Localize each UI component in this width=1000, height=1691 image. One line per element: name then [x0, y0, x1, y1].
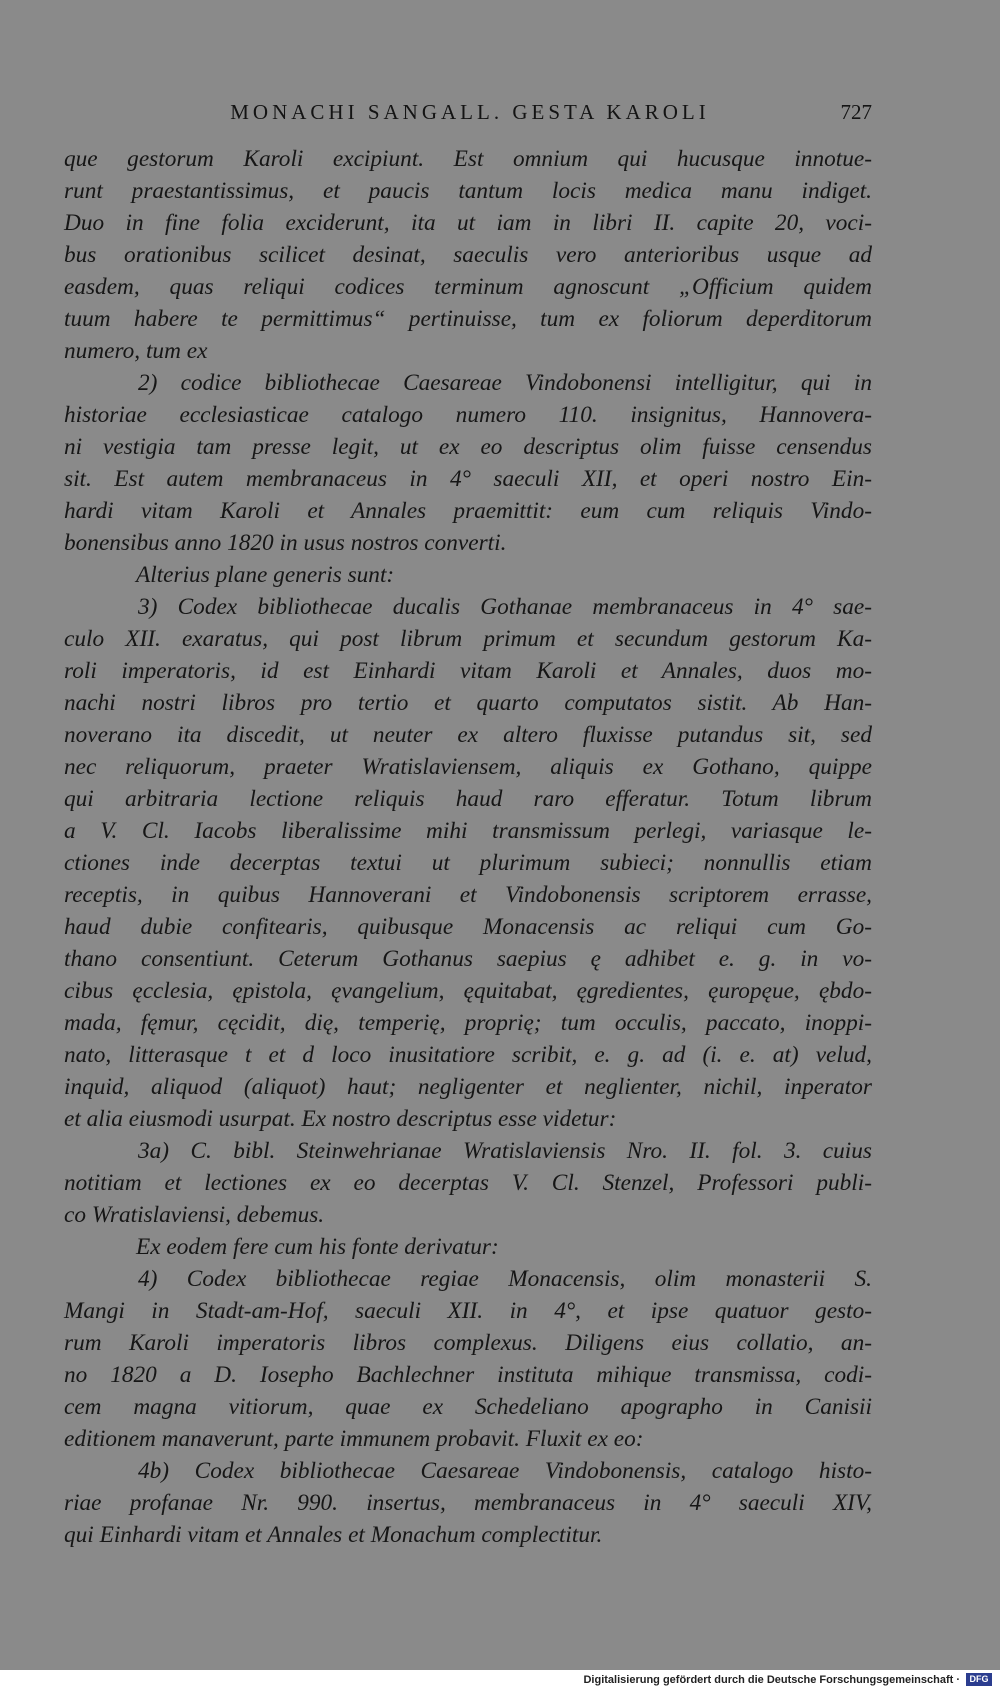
- text-line: co Wratislaviensi, debemus.: [64, 1202, 325, 1228]
- text-line: hardi vitam Karoli et Annales praemittit: eum cum reliquis Vindo-: [64, 498, 872, 524]
- text-line: ctiones inde decerptas textui ut plurimum subieci; nonnullis etiam: [64, 850, 872, 876]
- text-line: Duo in fine folia exciderunt, ita ut iam in libri II. capite 20, voci-: [64, 210, 872, 236]
- text-line: 2) codice bibliothecae Caesareae Vindobonensi intelligitur, qui in: [138, 370, 872, 396]
- text-line: 4b) Codex bibliothecae Caesareae Vindobonensis, catalogo histo-: [138, 1458, 872, 1484]
- text-line: nato, litterasque t et d loco inusitatiore scribit, e. g. ad (i. e. at) velud,: [64, 1042, 872, 1068]
- text-line: inquid, aliquod (aliquot) haut; negligenter et neglienter, nichil, inperator: [64, 1074, 872, 1100]
- text-line: riae profanae Nr. 990. insertus, membranaceus in 4° saeculi XIV,: [64, 1490, 872, 1516]
- text-line: que gestorum Karoli excipiunt. Est omnium qui hucusque innotue-: [64, 146, 872, 172]
- body-text: [64, 143, 872, 1551]
- text-line: receptis, in quibus Hannoverani et Vindobonensis scriptorem errasse,: [64, 882, 872, 908]
- text-line: nec reliquorum, praeter Wratislaviensem, aliquis ex Gothano, quippe: [64, 754, 872, 780]
- text-line: Ex eodem fere cum his fonte derivatur:: [136, 1234, 499, 1260]
- text-line: nachi nostri libros pro tertio et quarto computatos sistit. Ab Han-: [64, 690, 872, 716]
- text-line: qui Einhardi vitam et Annales et Monachum complectitur.: [64, 1522, 603, 1548]
- text-line: cem magna vitiorum, quae ex Schedeliano apographo in Canisii: [64, 1394, 872, 1420]
- text-line: culo XII. exaratus, qui post librum primum et secundum gestorum Ka-: [64, 626, 872, 652]
- text-line: 3) Codex bibliothecae ducalis Gothanae membranaceus in 4° sae-: [138, 594, 872, 620]
- text-line: runt praestantissimus, et paucis tantum locis medica manu indiget.: [64, 178, 872, 204]
- page-number: 727: [840, 100, 872, 124]
- text-line: mada, fęmur, cęcidit, dię, temperię, proprię; tum occulis, paccato, inoppi-: [64, 1010, 872, 1036]
- digitization-credit: Digitalisierung gefördert durch die Deutsche Forschungsgemeinschaft ·: [583, 1674, 960, 1686]
- running-title: MONACHI SANGALL. GESTA KAROLI: [230, 100, 710, 124]
- text-line: 3a) C. bibl. Steinwehrianae Wratislaviensis Nro. II. fol. 3. cuius: [138, 1138, 872, 1164]
- text-line: qui arbitraria lectione reliquis haud raro efferatur. Totum librum: [64, 786, 872, 812]
- text-line: Mangi in Stadt-am-Hof, saeculi XII. in 4°, et ipse quatuor gesto-: [64, 1298, 872, 1324]
- text-line: a V. Cl. Iacobs liberalissime mihi transmissum perlegi, variasque le-: [64, 818, 872, 844]
- footer-bar: [0, 1670, 1000, 1691]
- text-line: roli imperatoris, id est Einhardi vitam Karoli et Annales, duos mo-: [64, 658, 872, 684]
- text-line: bonensibus anno 1820 in usus nostros converti.: [64, 530, 507, 556]
- text-line: rum Karoli imperatoris libros complexus. Diligens eius collatio, an-: [64, 1330, 872, 1356]
- text-line: easdem, quas reliqui codices terminum agnoscunt „Officium quidem: [64, 274, 872, 300]
- text-line: bus orationibus scilicet desinat, saeculis vero anterioribus usque ad: [64, 242, 872, 268]
- text-line: tuum habere te permittimus“ pertinuisse, tum ex foliorum deperditorum: [64, 306, 872, 332]
- dfg-logo-icon: DFG: [966, 1673, 992, 1686]
- text-line: numero, tum ex: [64, 338, 208, 364]
- text-line: no 1820 a D. Iosepho Bachlechner instituta mihique transmissa, codi-: [64, 1362, 872, 1388]
- text-line: noverano ita discedit, ut neuter ex altero fluxisse putandus sit, sed: [64, 722, 872, 748]
- text-line: sit. Est autem membranaceus in 4° saeculi XII, et operi nostro Ein-: [64, 466, 872, 492]
- text-line: ni vestigia tam presse legit, ut ex eo descriptus olim fuisse censendus: [64, 434, 872, 460]
- text-line: Alterius plane generis sunt:: [136, 562, 395, 588]
- text-line: notitiam et lectiones ex eo decerptas V. Cl. Stenzel, Professori publi-: [64, 1170, 872, 1196]
- text-line: 4) Codex bibliothecae regiae Monacensis, olim monasterii S.: [138, 1266, 872, 1292]
- text-line: thano consentiunt. Ceterum Gothanus saepius ę adhibet e. g. in vo-: [64, 946, 872, 972]
- text-line: cibus ęcclesia, ępistola, ęvangelium, ęquitabat, ęgredientes, ęuropęue, ębdo-: [64, 978, 872, 1004]
- text-line: et alia eiusmodi usurpat. Ex nostro descriptus esse videtur:: [64, 1106, 617, 1132]
- text-line: editionem manaverunt, parte immunem probavit. Fluxit ex eo:: [64, 1426, 644, 1452]
- text-line: haud dubie confitearis, quibusque Monacensis ac reliqui cum Go-: [64, 914, 872, 940]
- text-line: historiae ecclesiasticae catalogo numero 110. insignitus, Hannovera-: [64, 402, 872, 428]
